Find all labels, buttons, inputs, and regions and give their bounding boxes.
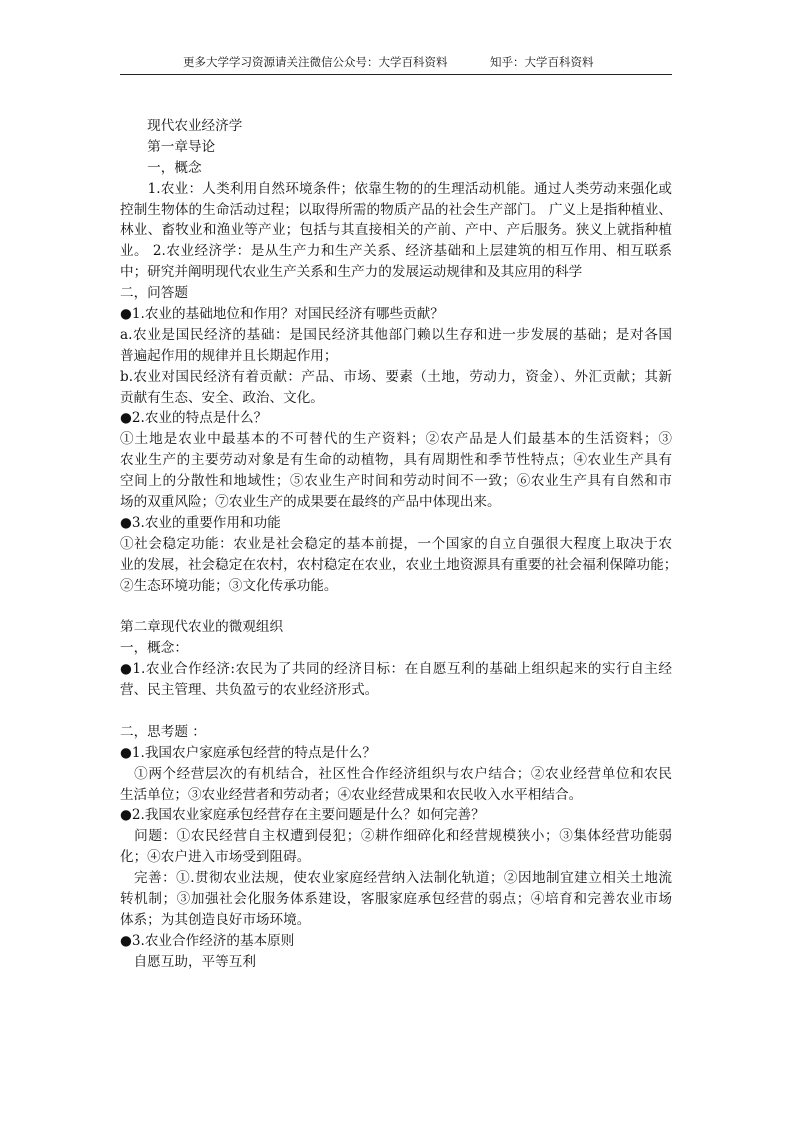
paragraph <box>120 826 672 868</box>
text-line: 生活单位；③农业经营者和劳动者；④农业经营成果和农民收入水平相结合。 <box>120 786 583 803</box>
text-line: 1.农业：人类利用自然环境条件；依靠生物的的生理活动机能。通过人类劳动来强化或 <box>120 180 672 197</box>
text-line: ●2.农业的特点是什么？ <box>120 410 268 427</box>
text-line: 二，问答题 <box>120 285 188 302</box>
text-line: ①土地是农业中最基本的不可替代的生产资料；②农产品是人们最基本的生活资料；③ <box>120 431 672 448</box>
text-line: 贡献有生态、安全、政治、文化。 <box>120 389 324 406</box>
paragraph <box>120 429 672 513</box>
text-line: 体系；为其创造良好市场环境。 <box>120 911 311 928</box>
text-line: ●1.我国农户家庭承包经营的特点是什么？ <box>120 744 376 761</box>
paragraph <box>120 764 672 806</box>
paragraph <box>120 596 672 617</box>
text-line: ●2.我国农业家庭承包经营存在主要问题是什么？如何完善？ <box>120 807 485 824</box>
paragraph <box>120 805 672 826</box>
text-line: a.农业是国民经济的基础：是国民经济其他部门赖以生存和进一步发展的基础；是对各国 <box>120 326 672 343</box>
header-zhihu-notice: 知乎：大学百科资料 <box>490 55 594 69</box>
text-line: 中；研究并阐明现代农业生产关系和生产力的发展运动规律和及其应用的科学 <box>120 264 583 281</box>
blank-line <box>120 701 672 722</box>
text-line: ●1.农业的基础地位和作用？对国民经济有哪些贡献？ <box>120 306 444 323</box>
text-line: 一，概念： <box>120 640 188 657</box>
header-wechat-notice: 更多大学学习资源请关注微信公众号：大学百科资料 <box>183 55 448 69</box>
document-body <box>120 116 678 973</box>
paragraph <box>120 952 672 973</box>
text-line: 完善：①.贯彻农业法规，使农业家庭经营纳入法制化轨道；②因地制宜建立相关土地流 <box>120 870 672 887</box>
text-line: 普遍起作用的规律并且长期起作用； <box>120 347 338 364</box>
paragraph <box>120 283 672 304</box>
text-line: ●3.农业合作经济的基本原则 <box>120 932 295 949</box>
paragraph <box>120 325 672 367</box>
text-line: 空间上的分散性和地域性；⑤农业生产时间和劳动时间不一致；⑥农业生产具有自然和市 <box>120 473 672 490</box>
text-line: ●1.农业合作经济:农民为了共同的经济目标：在自愿互利的基础上组织起来的实行自主经 <box>120 661 672 678</box>
paragraph <box>120 722 672 743</box>
paragraph <box>120 701 672 722</box>
text-line: 业。 2.农业经济学：是从生产力和生产关系、经济基础和上层建筑的相互作用、相互联系 <box>120 243 672 260</box>
text-line: 现代农业经济学 <box>120 118 243 134</box>
blank-line <box>120 596 672 617</box>
paragraph <box>120 659 672 701</box>
paragraph <box>120 304 672 325</box>
paragraph <box>120 931 672 952</box>
text-line: 化；④农户进入市场受到阻碍。 <box>120 849 311 866</box>
text-line: 场的双重风险；⑦农业生产的成果要在最终的产品中体现出来。 <box>120 494 501 511</box>
text-line: ②生态环境功能；③文化传承功能。 <box>120 577 338 594</box>
text-line: 问题：①农民经营自主权遭到侵犯；②耕作细碎化和经营规模狭小；③集体经营功能弱 <box>120 828 672 845</box>
paragraph <box>120 367 672 409</box>
text-line: 控制生物体的生命活动过程；以取得所需的物质产品的社会生产部门。 广义上是指种植业、 <box>120 201 672 218</box>
paragraph <box>120 116 672 137</box>
paragraph <box>120 408 672 429</box>
text-line: 业的发展，社会稳定在农村，农村稳定在农业，农业土地资源具有重要的社会福利保障功能； <box>120 556 678 573</box>
paragraph <box>120 617 672 638</box>
paragraph <box>120 158 672 179</box>
text-line: 自愿互助，平等互利 <box>120 953 256 970</box>
text-line: 林业、畜牧业和渔业等产业；包括与其直接相关的产前、产中、产后服务。狭义上就指种植 <box>120 222 672 239</box>
text-line: 二，思考题 ： <box>120 723 206 740</box>
text-line: 营、民主管理、共负盈亏的农业经济形式。 <box>120 682 379 699</box>
paragraph <box>120 534 678 597</box>
text-line: 第一章导论 <box>120 138 216 155</box>
text-line: 一，概念 <box>120 159 202 176</box>
paragraph <box>120 868 672 931</box>
text-line: 农业生产的主要劳动对象是有生命的动植物，具有周期性和季节性特点；④农业生产具有 <box>120 452 672 469</box>
text-line: 转机制；③加强社会化服务体系建设，客服家庭承包经营的弱点；④培育和完善农业市场 <box>120 890 672 907</box>
paragraph <box>120 513 672 534</box>
text-line: ①社会稳定功能：农业是社会稳定的基本前提，一个国家的自立自强很大程度上取决于农 <box>120 535 672 552</box>
paragraph <box>120 638 672 659</box>
text-line: b.农业对国民经济有着贡献：产品、市场、要素（土地，劳动力，资金）、外汇贡献；其新 <box>120 368 672 385</box>
text-line: ●3.农业的重要作用和功能 <box>120 514 281 531</box>
paragraph <box>120 137 672 158</box>
page-header <box>120 52 672 75</box>
paragraph <box>120 179 672 283</box>
text-line: ①两个经营层次的有机结合，社区性合作经济组织与农户结合；②农业经营单位和农民 <box>120 765 672 782</box>
paragraph <box>120 743 672 764</box>
text-line: 第二章现代农业的微观组织 <box>120 619 284 636</box>
